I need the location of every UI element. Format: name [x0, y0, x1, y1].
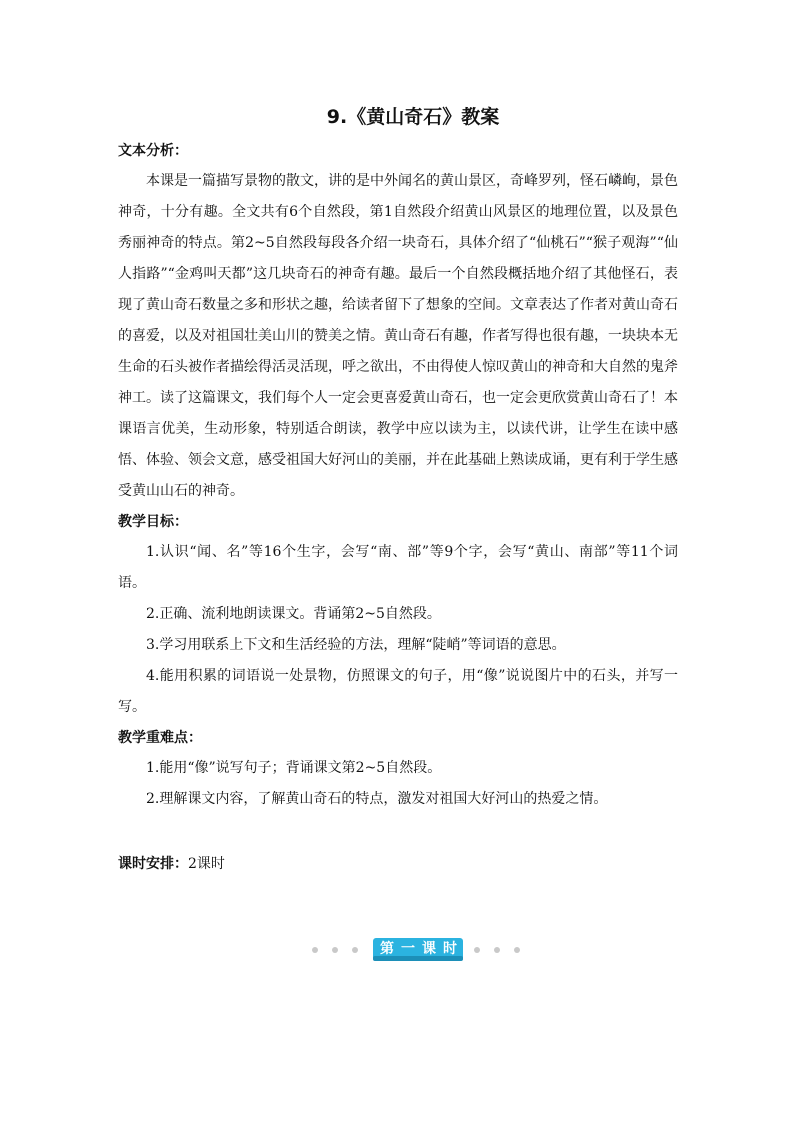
schedule-line: [118, 849, 678, 879]
schedule-value: 2课时: [188, 856, 225, 872]
key-points-heading: 教学重难点：: [118, 730, 202, 746]
badge-char-shi: 时: [443, 941, 457, 957]
text-analysis-heading: 文本分析：: [118, 143, 188, 159]
badge-char-di: 第: [380, 941, 394, 957]
divider-dot: [352, 947, 358, 953]
badge-char-ke: 课: [422, 941, 436, 957]
badge-char-yi: 一: [401, 941, 415, 957]
divider-dot: [514, 947, 520, 953]
objective-item-1: 1.认识“闻、名”等16个生字，会写“南、部”等9个字，会写“黄山、南部”等11个词语。: [118, 544, 678, 591]
document-title: 9.《黄山奇石》教案: [326, 106, 500, 128]
divider-dot: [332, 947, 338, 953]
lesson-divider: [300, 936, 530, 966]
text-analysis-paragraph: 本课是一篇描写景物的散文，讲的是中外闻名的黄山景区，奇峰罗列，怪石嶙峋，景色神奇，十分有趣。全文共有6个自然段，第1自然段介绍黄山风景区的地理位置，以及景色秀丽神奇的特点。第2~5自然段每段各介绍一块奇石，具体介绍了“仙桃石”“猴子观海”“仙人指路”“金鸡叫天都”这几块奇石的神奇有趣。最后一个自然段概括地介绍了其他怪石，表现了黄山奇石数量之多和形状之趣，给读者留下了想象的空间。文章表达了作者对黄山奇石的喜爱，以及对祖国壮美山川的赞美之情。黄山奇石有趣，作者写得也很有趣，一块块本无生命的石头被作者描绘得活灵活现，呼之欲出，不由得使人惊叹黄山的神奇和大自然的鬼斧神工。读了这篇课文，我们每个人一定会更喜爱黄山奇石，也一定会更欣赏黄山奇石了！本课语言优美，生动形象，特别适合朗读，教学中应以读为主，以读代讲，让学生在读中感悟、体验、领会文意，感受祖国大好河山的美丽，并在此基础上熟读成诵，更有利于学生感受黄山山石的神奇。: [118, 173, 678, 499]
objectives-heading: 教学目标：: [118, 514, 188, 530]
schedule-label: 课时安排：: [118, 856, 188, 872]
key-point-item-1: 1.能用“像”说写句子；背诵课文第2~5自然段。: [146, 760, 442, 776]
objective-item-4: 4.能用积累的词语说一处景物，仿照课文的句子，用“像”说说图片中的石头，并写一写。: [118, 668, 678, 715]
objective-item-2: 2.正确、流利地朗读课文。背诵第2~5自然段。: [146, 606, 441, 622]
lesson-plan-page: [118, 100, 678, 879]
divider-dot: [312, 947, 318, 953]
lesson-badge: [373, 937, 463, 963]
objective-item-3: 3.学习用联系上下文和生活经验的方法，理解“陡峭”等词语的意思。: [146, 637, 566, 653]
divider-dot: [474, 947, 480, 953]
key-point-item-2: 2.理解课文内容，了解黄山奇石的特点，激发对祖国大好河山的热爱之情。: [146, 791, 608, 807]
divider-dot: [494, 947, 500, 953]
